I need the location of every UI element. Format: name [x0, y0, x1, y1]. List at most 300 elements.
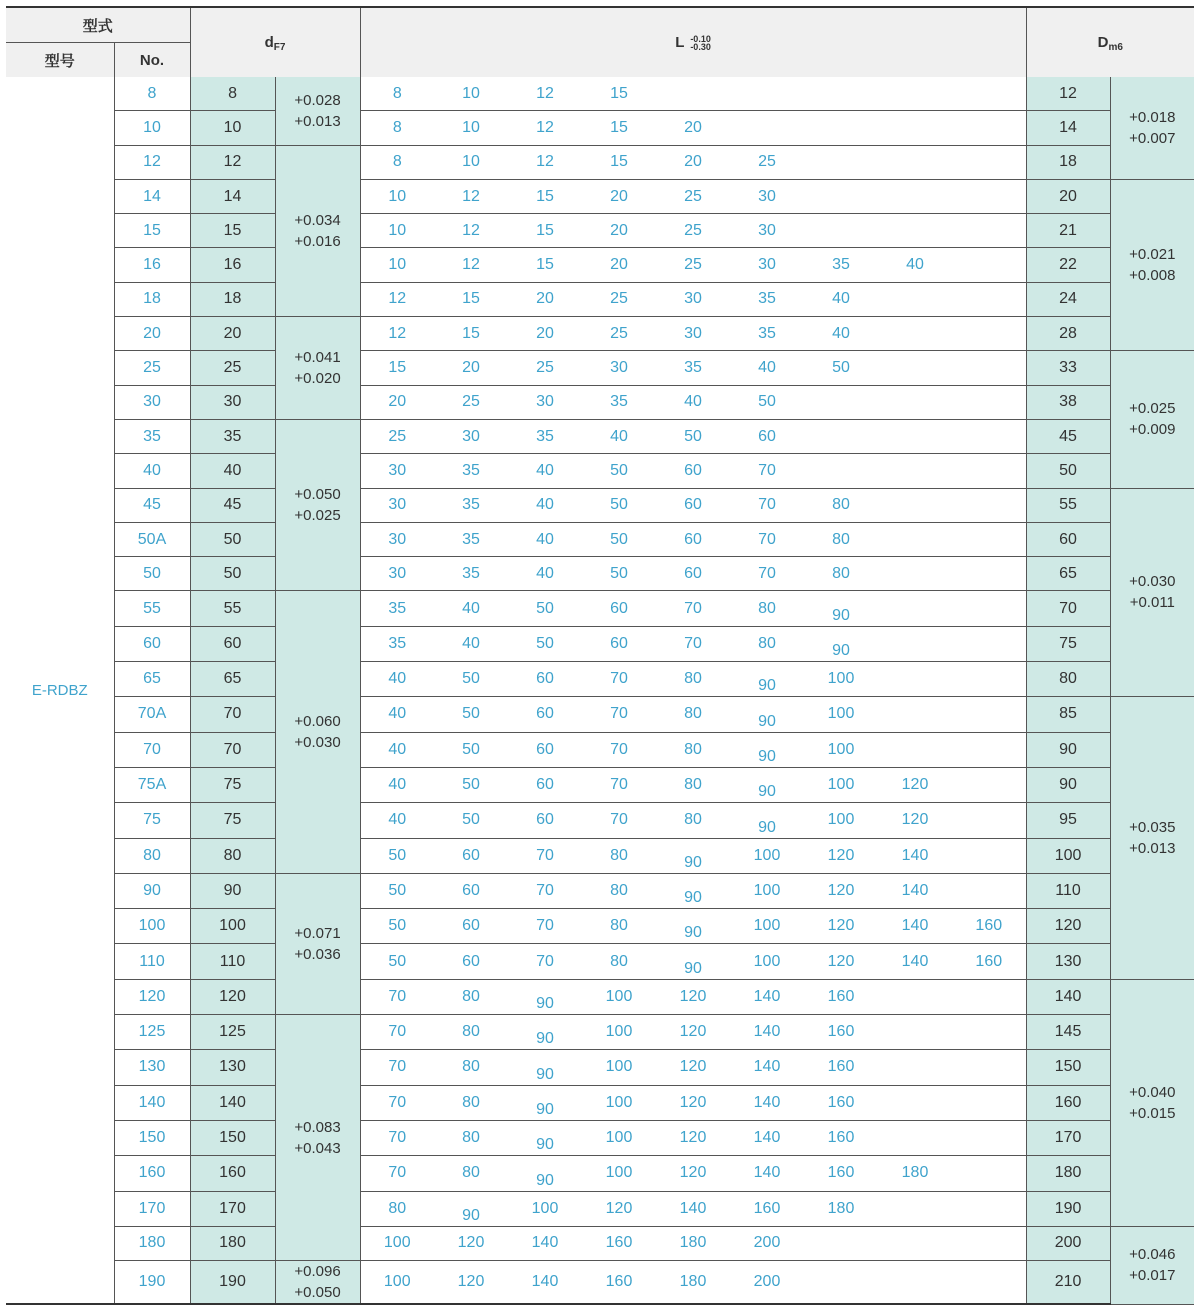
l-cell [952, 317, 1026, 351]
l-cell: 100 [804, 662, 878, 697]
D-cell: 33 [1026, 351, 1110, 385]
d-cell: 75 [190, 767, 275, 802]
l-cell: 8 [360, 77, 434, 111]
no-cell: 100 [114, 909, 190, 944]
no-cell: 140 [114, 1085, 190, 1120]
l-cell: 80 [582, 944, 656, 979]
l-cell [952, 214, 1026, 248]
l-cell: 180 [656, 1261, 730, 1305]
l-cell [952, 767, 1026, 802]
l-cell: 50 [508, 591, 582, 626]
l-cell [878, 317, 952, 351]
l-cell: 120 [804, 838, 878, 873]
l-cell: 70 [360, 1120, 434, 1155]
l-cell: 50 [360, 944, 434, 979]
l-cell: 160 [730, 1191, 804, 1226]
l-cell: 140 [878, 873, 952, 908]
table-row [6, 803, 1194, 838]
d-cell: 35 [190, 419, 275, 453]
l-cell [952, 1191, 1026, 1226]
l-cell: 90 [508, 979, 582, 1014]
D-cell: 80 [1026, 662, 1110, 697]
l-cell [878, 557, 952, 591]
l-cell: 40 [508, 522, 582, 556]
l-cell: 12 [508, 145, 582, 179]
d-tolerance-cell [275, 591, 360, 873]
l-cell: 120 [434, 1226, 508, 1260]
l-cell: 100 [582, 1015, 656, 1050]
l-cell [804, 1261, 878, 1305]
l-cell: 35 [434, 522, 508, 556]
l-cell: 120 [656, 1015, 730, 1050]
header-d [190, 7, 360, 77]
l-cell: 30 [360, 522, 434, 556]
no-cell: 12 [114, 145, 190, 179]
l-cell: 70 [730, 454, 804, 488]
l-cell: 60 [582, 626, 656, 661]
l-cell: 12 [360, 282, 434, 316]
d-tolerance-cell [275, 419, 360, 590]
l-cell: 60 [508, 697, 582, 732]
table-row [6, 767, 1194, 802]
D-cell: 200 [1026, 1226, 1110, 1260]
l-cell: 140 [730, 1085, 804, 1120]
l-cell: 50 [582, 557, 656, 591]
l-cell: 160 [582, 1226, 656, 1260]
l-cell: 80 [804, 488, 878, 522]
l-cell: 80 [434, 1085, 508, 1120]
l-cell: 140 [730, 1015, 804, 1050]
l-cell: 40 [508, 488, 582, 522]
no-cell: 120 [114, 979, 190, 1014]
l-cell: 140 [730, 979, 804, 1014]
d-cell: 80 [190, 838, 275, 873]
l-cell: 90 [434, 1191, 508, 1226]
l-cell: 35 [434, 488, 508, 522]
table-row [6, 1050, 1194, 1085]
l-cell: 10 [360, 248, 434, 282]
l-cell [952, 662, 1026, 697]
D-tolerance-cell [1110, 179, 1194, 350]
l-cell: 100 [804, 767, 878, 802]
l-cell [952, 385, 1026, 419]
D-cell: 145 [1026, 1015, 1110, 1050]
d-cell: 10 [190, 111, 275, 145]
l-cell: 140 [878, 944, 952, 979]
l-cell: 140 [656, 1191, 730, 1226]
l-cell: 80 [434, 1156, 508, 1191]
l-cell: 90 [730, 732, 804, 767]
l-cell: 70 [730, 488, 804, 522]
l-cell: 100 [582, 1156, 656, 1191]
d-cell: 50 [190, 522, 275, 556]
l-cell: 12 [434, 179, 508, 213]
no-cell: 40 [114, 454, 190, 488]
l-cell: 140 [730, 1050, 804, 1085]
l-cell: 160 [804, 1156, 878, 1191]
l-cell: 20 [582, 214, 656, 248]
l-cell: 90 [656, 944, 730, 979]
d-tolerance-cell-upper: +0.060 [294, 713, 341, 731]
l-cell: 8 [360, 111, 434, 145]
l-cell: 30 [656, 317, 730, 351]
l-cell: 120 [656, 1120, 730, 1155]
D-cell: 210 [1026, 1261, 1110, 1305]
D-cell: 90 [1026, 767, 1110, 802]
l-cell [804, 214, 878, 248]
d-tolerance-cell-lower: +0.016 [294, 232, 341, 250]
D-cell: 50 [1026, 454, 1110, 488]
table-row [6, 591, 1194, 626]
d-cell: 100 [190, 909, 275, 944]
D-cell: 45 [1026, 419, 1110, 453]
D-cell: 20 [1026, 179, 1110, 213]
table-row [6, 1156, 1194, 1191]
l-cell: 40 [360, 662, 434, 697]
d-cell: 65 [190, 662, 275, 697]
l-cell: 140 [508, 1226, 582, 1260]
l-cell: 120 [878, 767, 952, 802]
d-cell: 120 [190, 979, 275, 1014]
l-cell: 20 [434, 351, 508, 385]
l-cell: 12 [508, 77, 582, 111]
l-cell: 70 [730, 557, 804, 591]
l-cell [878, 626, 952, 661]
l-cell: 180 [656, 1226, 730, 1260]
D-cell: 100 [1026, 838, 1110, 873]
table-row [6, 1015, 1194, 1050]
l-cell: 20 [508, 317, 582, 351]
l-cell: 35 [656, 351, 730, 385]
d-tolerance-cell-lower: +0.036 [294, 945, 341, 963]
header-D [1026, 7, 1194, 77]
l-cell [952, 419, 1026, 453]
l-cell: 20 [508, 282, 582, 316]
l-cell [878, 1261, 952, 1305]
l-cell: 160 [804, 1085, 878, 1120]
D-cell: 38 [1026, 385, 1110, 419]
l-cell: 90 [656, 909, 730, 944]
l-cell: 15 [360, 351, 434, 385]
l-cell: 160 [952, 909, 1026, 944]
D-tolerance-cell [1110, 77, 1194, 179]
d-cell: 70 [190, 697, 275, 732]
l-cell: 40 [508, 557, 582, 591]
l-cell: 60 [656, 557, 730, 591]
table-row [6, 77, 1194, 111]
l-cell: 70 [360, 1156, 434, 1191]
l-cell [952, 838, 1026, 873]
l-cell [952, 1085, 1026, 1120]
l-cell [804, 179, 878, 213]
l-cell: 12 [360, 317, 434, 351]
l-cell: 25 [434, 385, 508, 419]
l-cell: 25 [730, 145, 804, 179]
l-cell: 60 [508, 662, 582, 697]
table-row [6, 1191, 1194, 1226]
l-cell [730, 111, 804, 145]
l-cell: 25 [582, 317, 656, 351]
l-cell: 90 [508, 1120, 582, 1155]
l-cell: 140 [730, 1156, 804, 1191]
d-cell: 8 [190, 77, 275, 111]
no-cell: 90 [114, 873, 190, 908]
l-cell: 120 [656, 1085, 730, 1120]
l-cell: 90 [508, 1156, 582, 1191]
l-cell [804, 419, 878, 453]
no-cell: 110 [114, 944, 190, 979]
l-cell [878, 282, 952, 316]
l-cell [952, 626, 1026, 661]
l-cell: 40 [360, 732, 434, 767]
D-tolerance-cell-upper: +0.018 [1129, 108, 1176, 126]
table-header [6, 7, 1194, 77]
d-tolerance-cell-upper: +0.028 [294, 91, 341, 109]
l-cell: 80 [656, 732, 730, 767]
l-cell: 80 [656, 803, 730, 838]
d-cell: 170 [190, 1191, 275, 1226]
l-cell: 180 [878, 1156, 952, 1191]
l-cell [878, 662, 952, 697]
d-cell: 60 [190, 626, 275, 661]
l-cell: 140 [730, 1120, 804, 1155]
l-cell: 10 [434, 145, 508, 179]
no-cell: 160 [114, 1156, 190, 1191]
D-cell: 75 [1026, 626, 1110, 661]
D-cell: 120 [1026, 909, 1110, 944]
l-cell: 15 [434, 317, 508, 351]
header-l-tol-lower: -0.30 [690, 42, 711, 53]
l-cell: 60 [508, 732, 582, 767]
l-cell: 160 [804, 1050, 878, 1085]
table-row [6, 1085, 1194, 1120]
l-cell: 90 [656, 838, 730, 873]
l-cell: 60 [508, 803, 582, 838]
l-cell [878, 488, 952, 522]
header-d-sub: F7 [273, 42, 286, 53]
l-cell: 40 [434, 591, 508, 626]
header-l-label: L [675, 33, 685, 51]
d-cell: 18 [190, 282, 275, 316]
d-cell: 30 [190, 385, 275, 419]
l-cell [952, 488, 1026, 522]
d-tolerance-cell [275, 873, 360, 1014]
l-cell: 70 [508, 909, 582, 944]
d-cell: 180 [190, 1226, 275, 1260]
l-cell: 30 [434, 419, 508, 453]
table-row [6, 351, 1194, 385]
D-tolerance-cell-upper: +0.035 [1129, 819, 1176, 837]
l-cell: 120 [582, 1191, 656, 1226]
table-body [6, 77, 1194, 1304]
table-row [6, 179, 1194, 213]
l-cell: 70 [582, 767, 656, 802]
l-cell: 100 [804, 803, 878, 838]
l-cell [952, 732, 1026, 767]
l-cell: 40 [434, 626, 508, 661]
d-tolerance-cell-upper: +0.041 [294, 349, 341, 367]
D-tolerance-cell-lower: +0.013 [1129, 840, 1176, 858]
l-cell: 50 [434, 732, 508, 767]
table-row [6, 248, 1194, 282]
l-cell: 35 [804, 248, 878, 282]
table-row [6, 697, 1194, 732]
l-cell: 70 [508, 873, 582, 908]
l-cell [878, 385, 952, 419]
D-cell: 14 [1026, 111, 1110, 145]
l-cell [952, 1261, 1026, 1305]
l-cell: 120 [804, 909, 878, 944]
d-tolerance-cell-upper: +0.034 [294, 211, 341, 229]
model-cell: E-RDBZ [6, 77, 114, 1304]
no-cell: 18 [114, 282, 190, 316]
no-cell: 130 [114, 1050, 190, 1085]
no-cell: 50A [114, 522, 190, 556]
l-cell: 30 [656, 282, 730, 316]
l-cell: 80 [434, 1120, 508, 1155]
l-cell: 50 [434, 803, 508, 838]
l-cell: 120 [656, 1156, 730, 1191]
d-tolerance-cell [275, 1261, 360, 1305]
l-cell [804, 77, 878, 111]
spec-table-container [6, 6, 1194, 1305]
l-cell: 35 [508, 419, 582, 453]
l-cell: 70 [582, 662, 656, 697]
l-cell: 10 [360, 179, 434, 213]
l-cell [878, 454, 952, 488]
D-cell: 60 [1026, 522, 1110, 556]
l-cell: 30 [360, 454, 434, 488]
l-cell: 15 [434, 282, 508, 316]
l-cell: 90 [508, 1015, 582, 1050]
l-cell: 25 [656, 214, 730, 248]
l-cell: 20 [656, 145, 730, 179]
l-cell: 70 [360, 979, 434, 1014]
l-cell: 40 [360, 767, 434, 802]
l-cell: 160 [582, 1261, 656, 1305]
table-row [6, 317, 1194, 351]
D-tolerance-cell-lower: +0.009 [1129, 421, 1176, 439]
d-tolerance-cell-lower: +0.020 [294, 370, 341, 388]
l-cell [952, 454, 1026, 488]
table-row [6, 1261, 1194, 1305]
l-cell [952, 522, 1026, 556]
D-cell: 55 [1026, 488, 1110, 522]
l-cell: 90 [730, 697, 804, 732]
l-cell: 50 [360, 909, 434, 944]
l-cell: 35 [360, 626, 434, 661]
table-row [6, 662, 1194, 697]
l-cell: 12 [508, 111, 582, 145]
d-tolerance-cell-upper: +0.050 [294, 486, 341, 504]
d-tolerance-cell [275, 317, 360, 420]
D-cell: 160 [1026, 1085, 1110, 1120]
no-cell: 150 [114, 1120, 190, 1155]
table-row [6, 732, 1194, 767]
l-cell [952, 282, 1026, 316]
table-row [6, 385, 1194, 419]
no-cell: 75A [114, 767, 190, 802]
header-D-sub: m6 [1108, 42, 1123, 53]
l-cell [878, 145, 952, 179]
table-row [6, 838, 1194, 873]
table-row [6, 454, 1194, 488]
d-cell: 110 [190, 944, 275, 979]
l-cell [878, 77, 952, 111]
l-cell [804, 454, 878, 488]
l-cell: 35 [360, 591, 434, 626]
l-cell: 100 [582, 1085, 656, 1120]
l-cell: 70 [656, 626, 730, 661]
header-type: 型式 [6, 7, 190, 43]
l-cell: 100 [508, 1191, 582, 1226]
d-cell: 140 [190, 1085, 275, 1120]
l-cell [878, 732, 952, 767]
l-cell [878, 1050, 952, 1085]
l-cell [656, 77, 730, 111]
l-cell: 15 [508, 248, 582, 282]
l-cell: 15 [582, 145, 656, 179]
l-cell [878, 179, 952, 213]
l-cell: 200 [730, 1261, 804, 1305]
d-cell: 55 [190, 591, 275, 626]
l-cell: 70 [360, 1015, 434, 1050]
l-cell: 8 [360, 145, 434, 179]
l-cell [878, 1085, 952, 1120]
l-cell: 40 [730, 351, 804, 385]
l-cell: 60 [656, 522, 730, 556]
l-cell: 30 [582, 351, 656, 385]
l-cell: 80 [434, 1050, 508, 1085]
d-tolerance-cell-lower: +0.025 [294, 507, 341, 525]
l-cell: 60 [582, 591, 656, 626]
d-cell: 50 [190, 557, 275, 591]
l-cell: 120 [804, 944, 878, 979]
table-row [6, 557, 1194, 591]
table-row [6, 145, 1194, 179]
l-cell: 35 [730, 282, 804, 316]
d-tolerance-cell-lower: +0.050 [294, 1284, 341, 1302]
l-cell: 160 [804, 1015, 878, 1050]
l-cell: 50 [360, 838, 434, 873]
l-cell: 120 [656, 979, 730, 1014]
l-cell: 100 [360, 1261, 434, 1305]
D-tolerance-cell-lower: +0.007 [1129, 129, 1176, 147]
l-cell: 80 [360, 1191, 434, 1226]
D-tolerance-cell-upper: +0.030 [1129, 573, 1176, 591]
D-cell: 180 [1026, 1156, 1110, 1191]
D-tolerance-cell [1110, 351, 1194, 488]
l-cell [878, 1015, 952, 1050]
l-cell: 140 [878, 838, 952, 873]
l-cell [952, 591, 1026, 626]
l-cell: 30 [730, 248, 804, 282]
no-cell: 8 [114, 77, 190, 111]
no-cell: 170 [114, 1191, 190, 1226]
D-cell: 170 [1026, 1120, 1110, 1155]
l-cell: 30 [730, 179, 804, 213]
d-tolerance-cell-upper: +0.071 [294, 924, 341, 942]
l-cell: 60 [730, 419, 804, 453]
header-d-label: d [264, 34, 274, 51]
l-cell: 80 [434, 979, 508, 1014]
no-cell: 180 [114, 1226, 190, 1260]
l-cell [952, 77, 1026, 111]
D-cell: 22 [1026, 248, 1110, 282]
no-cell: 20 [114, 317, 190, 351]
l-cell: 35 [434, 557, 508, 591]
l-cell [804, 111, 878, 145]
